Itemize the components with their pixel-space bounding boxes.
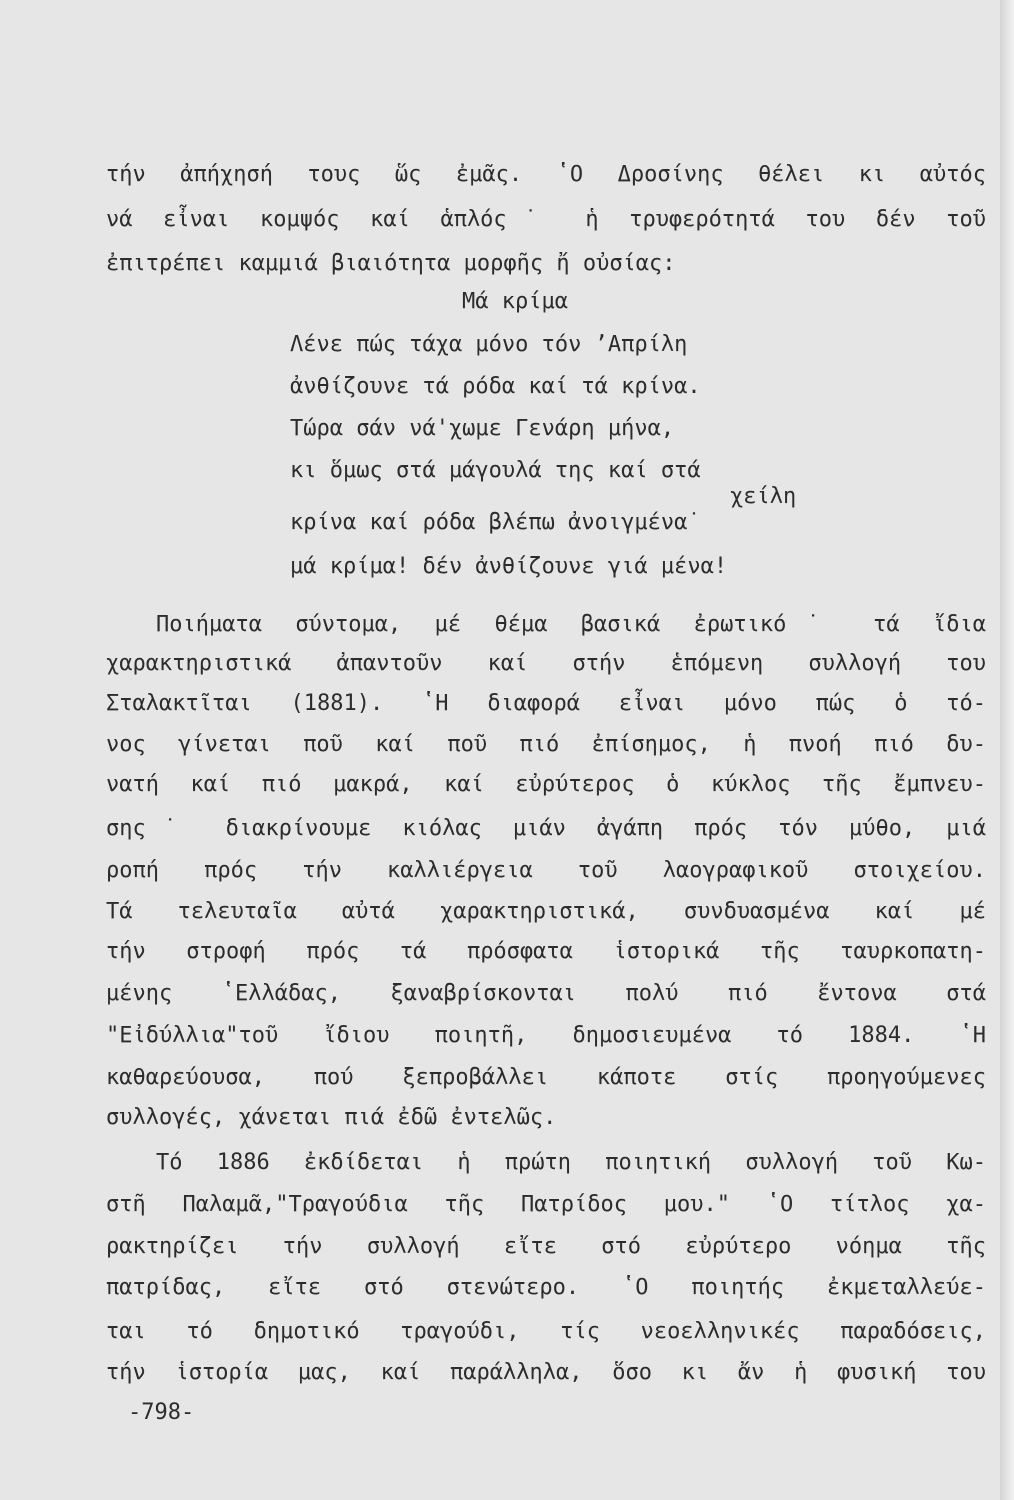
page-number: -798-: [128, 1400, 195, 1425]
poem-title: Μά κρίμα: [462, 289, 568, 314]
text-line: ται τό δημοτικό τραγούδι, τίς νεοελληνικές παραδόσεις,: [106, 1319, 986, 1344]
text-line: νος γίνεται ποῦ καί ποῦ πιό ἐπίσημος, ἡ πνοή πιό δυ-: [106, 732, 986, 757]
poem-line: κι ὅμως στά μάγουλά της καί στά: [290, 458, 701, 483]
text-line: νά εἶναι κομψός καί ἁπλός˙ ἡ τρυφερότητά του δέν τοῦ: [106, 207, 986, 232]
page-edge-shadow: [1000, 0, 1014, 1500]
text-line: χαρακτηριστικά ἀπαντοῦν καί στήν ἑπόμενη συλλογή του: [106, 651, 986, 676]
text-line: στῆ Παλαμᾶ,"Τραγούδια τῆς Πατρίδος μου." ʽΟ τίτλος χα-: [106, 1192, 986, 1217]
poem-line: Τώρα σάν νά'χωμε Γενάρη μήνα,: [290, 416, 675, 441]
text-line: συλλογές, χάνεται πιά ἐδῶ ἐντελῶς.: [106, 1105, 557, 1130]
text-line: νατή καί πιό μακρά, καί εὐρύτερος ὁ κύκλος τῆς ἔμπνευ-: [106, 772, 986, 797]
text-line: σης˙ διακρίνουμε κιόλας μιάν ἀγάπη πρός τόν μύθο, μιά: [106, 816, 986, 841]
poem-line: ἀνθίζουνε τά ρόδα καί τά κρίνα.: [290, 374, 701, 399]
text-line: πατρίδας, εἴτε στό στενώτερο. ʽΟ ποιητής ἐκμεταλλεύε-: [106, 1275, 986, 1300]
text-line: Σταλακτῖται (1881). ʽΗ διαφορά εἶναι μόνο πώς ὁ τό-: [106, 691, 986, 716]
text-line: καθαρεύουσα, πού ξεπροβάλλει κάποτε στίς προηγούμενες: [106, 1065, 986, 1090]
text-line: μένης ʽΕλλάδας, ξαναβρίσκονται πολύ πιό ἔντονα στά: [106, 981, 986, 1006]
text-line: ρακτηρίζει τήν συλλογή εἴτε στό εὐρύτερο νόημα τῆς: [106, 1234, 986, 1259]
text-line: τήν ἀπήχησή τους ὥς ἐμᾶς. ʽΟ Δροσίνης θέλει κι αὐτός: [106, 162, 986, 187]
text-line: Ποιήματα σύντομα, μέ θέμα βασικά ἐρωτικό˙ τά ἴδια: [156, 612, 986, 637]
text-line: ἐπιτρέπει καμμιά βιαιότητα μορφῆς ἤ οὐσίας:: [106, 251, 676, 276]
text-line: τήν στροφή πρός τά πρόσφατα ἱστορικά τῆς ταυρκοπατη-: [106, 939, 986, 964]
poem-line: μά κρίμα! δέν ἀνθίζουνε γιά μένα!: [290, 554, 728, 579]
text-line: Τό 1886 ἐκδίδεται ἡ πρώτη ποιητική συλλογή τοῦ Κω-: [156, 1150, 986, 1175]
text-line: Τά τελευταῖα αὐτά χαρακτηριστικά, συνδυασμένα καί μέ: [106, 899, 986, 924]
text-line: "Εἰδύλλια"τοῦ ἴδιου ποιητῆ, δημοσιευμένα τό 1884. ʽΗ: [106, 1023, 986, 1048]
text-line: τήν ἱστορία μας, καί παράλληλα, ὅσο κι ἄν ἡ φυσική του: [106, 1360, 986, 1385]
poem-line: κρίνα καί ρόδα βλέπω ἀνοιγμένα˙: [290, 510, 701, 535]
poem-line: Λένε πώς τάχα μόνο τόν ʼΑπρίλη: [290, 332, 688, 357]
text-line: ροπή πρός τήν καλλιέργεια τοῦ λαογραφικοῦ στοιχείου.: [106, 858, 986, 883]
poem-line: χείλη: [730, 484, 797, 509]
